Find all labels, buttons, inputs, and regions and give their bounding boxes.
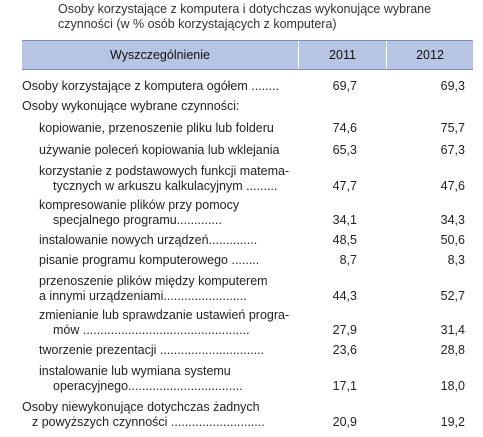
row-label-line-1: Osoby korzystające z komputera ogółem ........ bbox=[22, 79, 280, 93]
row-label-line-1: instalowanie nowych urządzeń.............. bbox=[39, 233, 258, 247]
row-label-line-2: operacyjnego................................. bbox=[53, 379, 243, 393]
table-row bbox=[22, 400, 473, 430]
value-2011: 34,1 bbox=[332, 213, 357, 227]
value-2011: 23,6 bbox=[332, 343, 357, 357]
value-2011: 74,6 bbox=[332, 121, 357, 135]
row-label-line-1: Osoby wykonujące wybrane czynności: bbox=[22, 99, 240, 113]
table-row bbox=[22, 253, 473, 268]
row-label-line-1: Osoby niewykonujące dotychczas żadnych bbox=[22, 400, 260, 414]
table-header bbox=[22, 40, 473, 70]
value-2012: 75,7 bbox=[440, 121, 465, 135]
table-row bbox=[22, 364, 473, 394]
caption-line-2: czynności (w % osób korzystających z komputera) bbox=[58, 17, 337, 31]
row-label-line-1: kompresowanie plików przy pomocy bbox=[39, 198, 240, 212]
value-2011: 48,5 bbox=[332, 233, 357, 247]
row-label bbox=[39, 164, 289, 194]
row-label-line-1: pisanie programu komputerowego ........ bbox=[39, 253, 260, 267]
value-2012: 18,0 bbox=[440, 379, 465, 393]
value-2011: 20,9 bbox=[332, 415, 357, 429]
row-label bbox=[39, 198, 239, 228]
header-2011: 2011 bbox=[298, 41, 386, 69]
table-row bbox=[22, 308, 473, 338]
table-caption bbox=[58, 2, 468, 32]
row-label-line-2: z powyższych czynności ........................... bbox=[32, 415, 265, 429]
value-2012: 50,6 bbox=[440, 233, 465, 247]
value-2012: 8,3 bbox=[447, 253, 465, 267]
header-2012: 2012 bbox=[386, 41, 473, 69]
value-2011: 69,7 bbox=[332, 79, 357, 93]
row-label bbox=[39, 121, 274, 136]
value-2011: 17,1 bbox=[332, 379, 357, 393]
value-2012: 47,6 bbox=[440, 179, 465, 193]
row-label-line-2: mów ................................................ bbox=[53, 323, 250, 337]
table-row bbox=[22, 164, 473, 194]
header-label: Wyszczególnienie bbox=[110, 48, 210, 62]
row-label bbox=[39, 364, 243, 394]
row-label-line-1: zmienianie lub sprawdzanie ustawień progra- bbox=[39, 308, 290, 322]
row-label bbox=[39, 308, 289, 338]
value-2011: 47,7 bbox=[332, 179, 357, 193]
value-2011: 27,9 bbox=[332, 323, 357, 337]
row-label-line-1: tworzenie prezentacji .............................. bbox=[39, 343, 265, 357]
row-label-line-2: a innymi urządzeniami........................ bbox=[39, 289, 247, 303]
value-2012: 28,8 bbox=[440, 343, 465, 357]
table-row bbox=[22, 274, 473, 304]
row-label-line-1: przenoszenie plików między komputerem bbox=[39, 274, 268, 288]
row-label bbox=[39, 274, 268, 304]
value-2012: 34,3 bbox=[440, 213, 465, 227]
row-label bbox=[39, 233, 257, 248]
row-label-line-1: instalowanie lub wymiana systemu bbox=[39, 364, 231, 378]
row-label bbox=[22, 79, 279, 94]
row-label-line-1: kopiowanie, przenoszenie pliku lub folderu bbox=[39, 121, 274, 135]
table-row bbox=[22, 198, 473, 228]
value-2011: 8,7 bbox=[339, 253, 357, 267]
value-2012: 31,4 bbox=[440, 323, 465, 337]
row-label-line-2: tycznych w arkuszu kalkulacyjnym ......... bbox=[53, 179, 278, 193]
table-row bbox=[22, 233, 473, 248]
row-label bbox=[39, 143, 279, 158]
table-row bbox=[22, 79, 473, 94]
row-label-line-1: używanie poleceń kopiowania lub wklejania bbox=[39, 143, 280, 157]
row-label bbox=[22, 99, 239, 114]
value-2011: 44,3 bbox=[332, 289, 357, 303]
table-row bbox=[22, 143, 473, 158]
row-label bbox=[39, 343, 264, 358]
value-2012: 67,3 bbox=[440, 143, 465, 157]
row-label-line-2: specjalnego programu............. bbox=[53, 213, 222, 227]
value-2011: 65,3 bbox=[332, 143, 357, 157]
row-label-line-1: korzystanie z podstawowych funkcji matema- bbox=[39, 164, 290, 178]
table-row bbox=[22, 343, 473, 358]
row-label bbox=[22, 400, 265, 430]
table-row bbox=[22, 121, 473, 136]
value-2012: 52,7 bbox=[440, 289, 465, 303]
row-label bbox=[39, 253, 259, 268]
caption-line-1: Osoby korzystające z komputera i dotychczas wykonujące wybrane bbox=[58, 2, 432, 16]
value-2012: 19,2 bbox=[440, 415, 465, 429]
value-2012: 69,3 bbox=[440, 79, 465, 93]
table-row bbox=[22, 99, 473, 114]
